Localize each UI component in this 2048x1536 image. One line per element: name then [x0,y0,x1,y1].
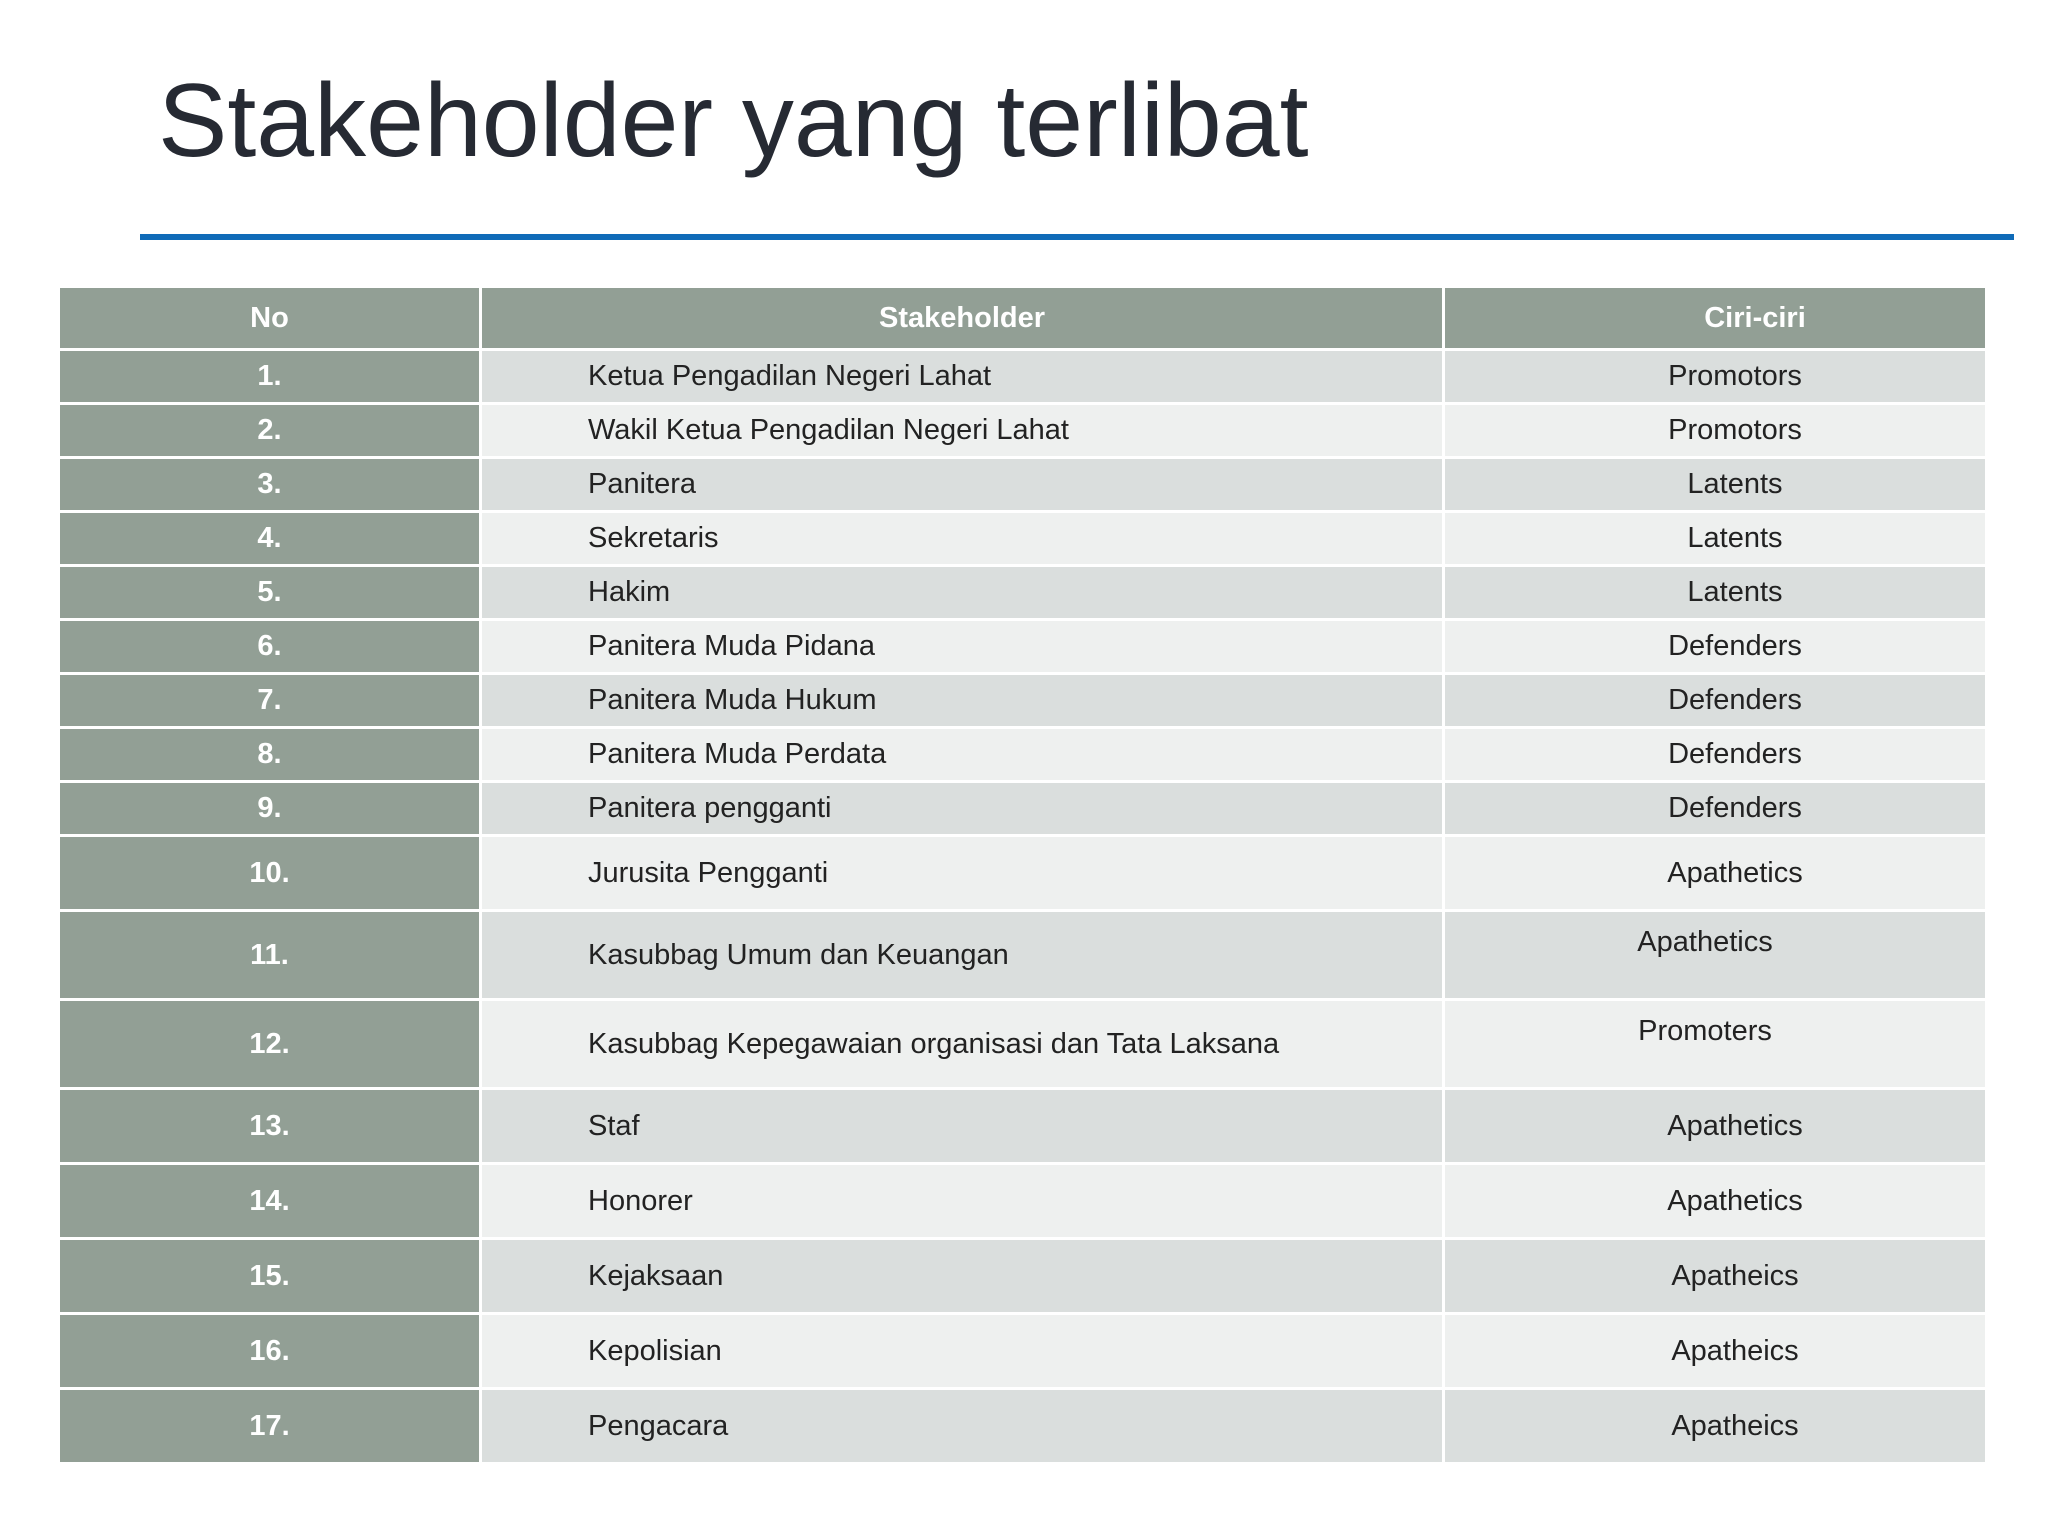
row-number: 5. [59,566,481,620]
stakeholder-name: Staf [481,1089,1444,1164]
title-divider [140,234,2014,240]
stakeholder-name: Panitera Muda Pidana [481,620,1444,674]
table-row [59,350,1987,404]
stakeholder-name: Kepolisian [481,1314,1444,1389]
table-row [59,782,1987,836]
table-row [59,404,1987,458]
row-number: 6. [59,620,481,674]
stakeholder-type: Apathetics [1444,1089,1987,1164]
row-number: 4. [59,512,481,566]
stakeholder-name: Honorer [481,1164,1444,1239]
header-stakeholder: Stakeholder [481,287,1444,350]
row-number: 10. [59,836,481,911]
stakeholder-type: Apathetics [1444,836,1987,911]
table-row [59,1389,1987,1464]
stakeholder-name: Panitera pengganti [481,782,1444,836]
stakeholder-name: Panitera Muda Perdata [481,728,1444,782]
stakeholder-name: Jurusita Pengganti [481,836,1444,911]
table-row [59,1000,1987,1089]
table-row [59,512,1987,566]
stakeholder-type: Apatheics [1444,1389,1987,1464]
row-number: 8. [59,728,481,782]
table-row [59,1314,1987,1389]
stakeholder-type: Apathetics [1444,1164,1987,1239]
row-number: 12. [59,1000,481,1089]
stakeholder-type: Promotors [1444,404,1987,458]
table-row [59,728,1987,782]
header-ciri-ciri: Ciri-ciri [1444,287,1987,350]
table-row [59,1164,1987,1239]
table-row [59,620,1987,674]
stakeholder-name: Hakim [481,566,1444,620]
table-row [59,1089,1987,1164]
stakeholder-type: Apathetics [1444,911,1987,1000]
row-number: 3. [59,458,481,512]
stakeholder-name: Kejaksaan [481,1239,1444,1314]
stakeholder-type: Promotors [1444,350,1987,404]
stakeholder-type: Latents [1444,458,1987,512]
row-number: 16. [59,1314,481,1389]
stakeholder-name: Kasubbag Kepegawaian organisasi dan Tata Laksana [481,1000,1444,1089]
stakeholder-name: Wakil Ketua Pengadilan Negeri Lahat [481,404,1444,458]
slide-title: Stakeholder yang terlibat [158,63,1309,179]
stakeholder-type: Defenders [1444,620,1987,674]
table-header-row [59,287,1987,350]
row-number: 17. [59,1389,481,1464]
row-number: 2. [59,404,481,458]
row-number: 15. [59,1239,481,1314]
row-number: 7. [59,674,481,728]
row-number: 9. [59,782,481,836]
row-number: 14. [59,1164,481,1239]
stakeholder-name: Sekretaris [481,512,1444,566]
table-row [59,458,1987,512]
stakeholder-type: Latents [1444,512,1987,566]
table-row [59,674,1987,728]
row-number: 11. [59,911,481,1000]
stakeholder-type: Defenders [1444,728,1987,782]
stakeholder-table [57,285,1988,1465]
stakeholder-type: Latents [1444,566,1987,620]
stakeholder-name: Ketua Pengadilan Negeri Lahat [481,350,1444,404]
table-row [59,836,1987,911]
header-no: No [59,287,481,350]
stakeholder-type: Apatheics [1444,1314,1987,1389]
stakeholder-type: Defenders [1444,674,1987,728]
table-row [59,1239,1987,1314]
stakeholder-type: Defenders [1444,782,1987,836]
stakeholder-name: Kasubbag Umum dan Keuangan [481,911,1444,1000]
stakeholder-name: Pengacara [481,1389,1444,1464]
row-number: 1. [59,350,481,404]
table-row [59,911,1987,1000]
stakeholder-name: Panitera Muda Hukum [481,674,1444,728]
stakeholder-type: Apatheics [1444,1239,1987,1314]
stakeholder-type: Promoters [1444,1000,1987,1089]
row-number: 13. [59,1089,481,1164]
table-row [59,566,1987,620]
stakeholder-name: Panitera [481,458,1444,512]
